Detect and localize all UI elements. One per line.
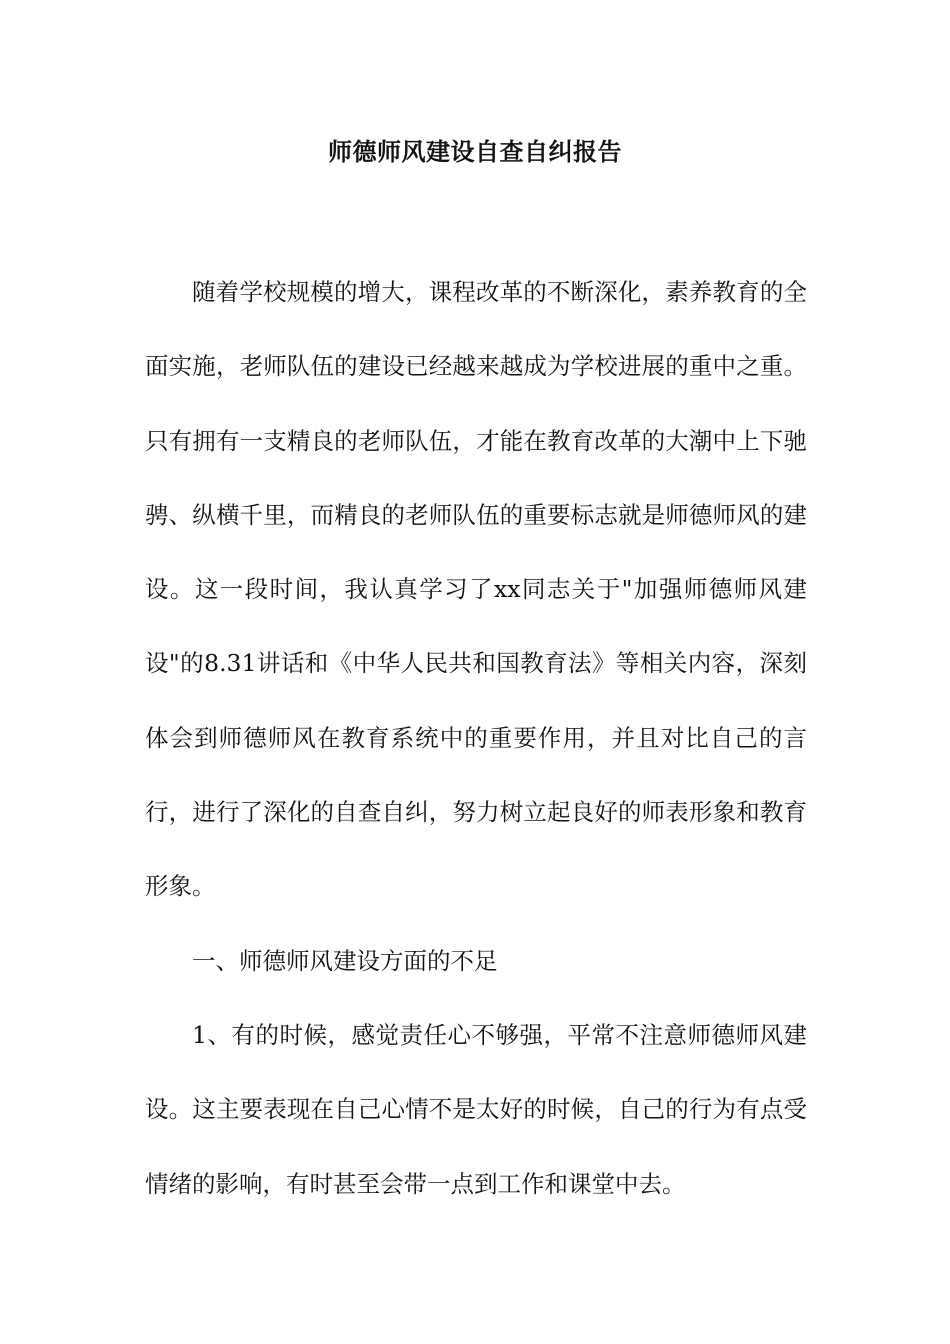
paragraph-intro: 随着学校规模的增大，课程改革的不断深化，素养教育的全面实施，老师队伍的建设已经越来越成为学校进展的重中之重。只有拥有一支精良的老师队伍，才能在教育改革的大潮中上下驰骋、纵横千里，而精良的老师队伍的重要标志就是师德师风的建设。这一段时间，我认真学习了xx同志关于"加强师德师风建设"的8.31讲话和《中华人民共和国教育法》等相关内容，深刻体会到师德师风在教育系统中的重要作用，并且对比自己的言行，进行了深化的自查自纠，努力树立起良好的师表形象和教育形象。 (145, 278, 807, 901)
document-title: 师德师风建设自查自纠报告 (328, 138, 622, 166)
document-body (145, 255, 807, 1221)
section-heading-shortcomings: 一、师德师风建设方面的不足 (192, 946, 498, 975)
paragraph-item-1: 1、有的时候，感觉责任心不够强，平常不注意师德师风建设。这主要表现在自己心情不是太好的时候，自己的行为有点受情绪的影响，有时甚至会带一点到工作和课堂中去。 (145, 1020, 807, 1198)
